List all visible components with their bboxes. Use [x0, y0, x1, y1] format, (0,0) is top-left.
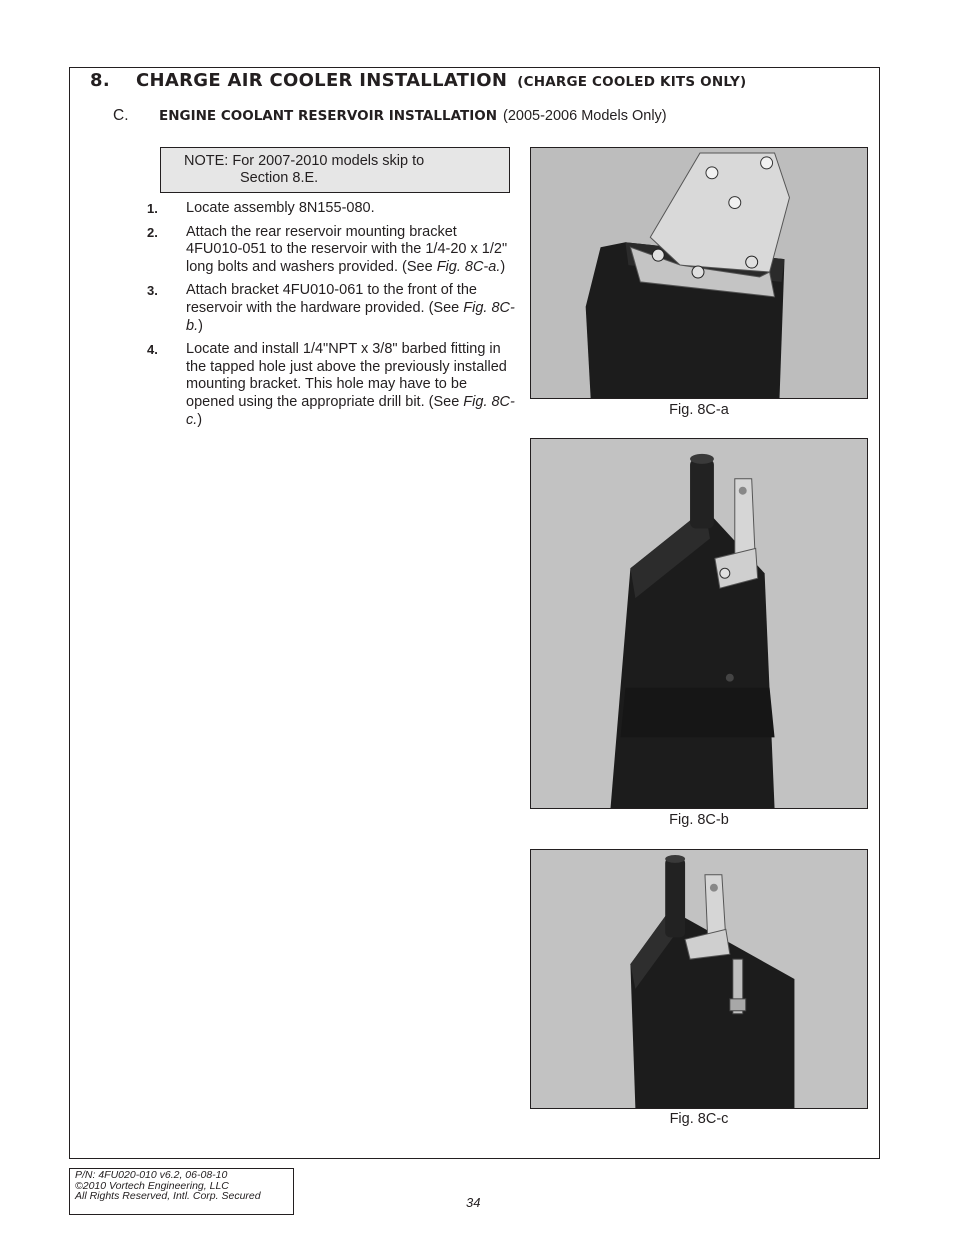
step-text: Attach bracket 4FU010-061 to the front of the reservoir with the hardware provided. (See — [186, 282, 477, 316]
note-line-1: NOTE: For 2007-2010 models skip to — [184, 153, 425, 169]
footer-copyright: ©2010 Vortech Engineering, LLC — [75, 1179, 229, 1192]
figure-8c-a-photo — [530, 147, 868, 399]
step-text: Locate and install 1/4"NPT x 3/8" barbed fitting in the tapped hole just above the previously installed mounting bracket. This hole may have to be opened using the appropriate drill bit. (See — [186, 341, 507, 410]
subsection-heading — [113, 107, 667, 125]
step-number: 3. — [147, 283, 158, 299]
step-text: Attach the rear reservoir mounting bracket 4FU010-051 to the reservoir with the 1/4-20 x 1/2" long bolts and washers provided. (See — [186, 223, 508, 275]
step-number: 1. — [147, 201, 158, 216]
figure-caption: Fig. 8C-c — [669, 1111, 729, 1127]
reservoir-front-bracket-illustration — [531, 439, 867, 808]
subsection-note: (2005-2006 Models Only) — [503, 108, 667, 124]
subsection-title: ENGINE COOLANT RESERVOIR INSTALLATION — [159, 108, 497, 124]
step-item — [147, 224, 517, 277]
section-title: CHARGE AIR COOLER INSTALLATION — [136, 70, 508, 91]
footer-part-number: P/N: 4FU020-010 v6.2, 06-08-10 — [75, 1169, 228, 1181]
figure-reference: Fig. 8C-b. — [186, 299, 515, 334]
page-number: 34 — [466, 1195, 481, 1210]
step-text-tail: ) — [500, 258, 506, 275]
reservoir-barbed-fitting-illustration — [531, 850, 867, 1108]
footer-rights: All Rights Reserved, Intl. Corp. Secured — [75, 1190, 261, 1202]
figure-reference: Fig. 8C-c. — [186, 393, 515, 428]
figure-reference: Fig. 8C-a. — [436, 258, 501, 275]
figure-8c-b-photo — [530, 438, 868, 809]
footer-info-box — [69, 1168, 294, 1215]
step-item — [147, 341, 517, 429]
note-box — [160, 147, 510, 193]
section-subtitle: (CHARGE COOLED KITS ONLY) — [517, 74, 747, 90]
figure-caption: Fig. 8C-a — [669, 402, 729, 418]
step-text-tail: ) — [198, 317, 203, 334]
step-text-tail: ) — [197, 411, 203, 428]
step-item — [147, 282, 517, 335]
step-number: 4. — [147, 342, 158, 358]
step-text: Locate assembly 8N155-080. — [186, 200, 375, 216]
figure-8c-c-photo — [530, 849, 868, 1109]
figure-caption: Fig. 8C-b — [669, 812, 729, 828]
section-heading — [90, 70, 746, 91]
step-number: 2. — [147, 224, 158, 240]
section-number: 8. — [90, 70, 110, 91]
step-item — [147, 200, 517, 218]
note-line-2: Section 8.E. — [240, 170, 319, 186]
subsection-letter: C. — [113, 107, 129, 124]
instruction-steps — [147, 200, 517, 435]
reservoir-rear-bracket-illustration — [531, 148, 867, 398]
